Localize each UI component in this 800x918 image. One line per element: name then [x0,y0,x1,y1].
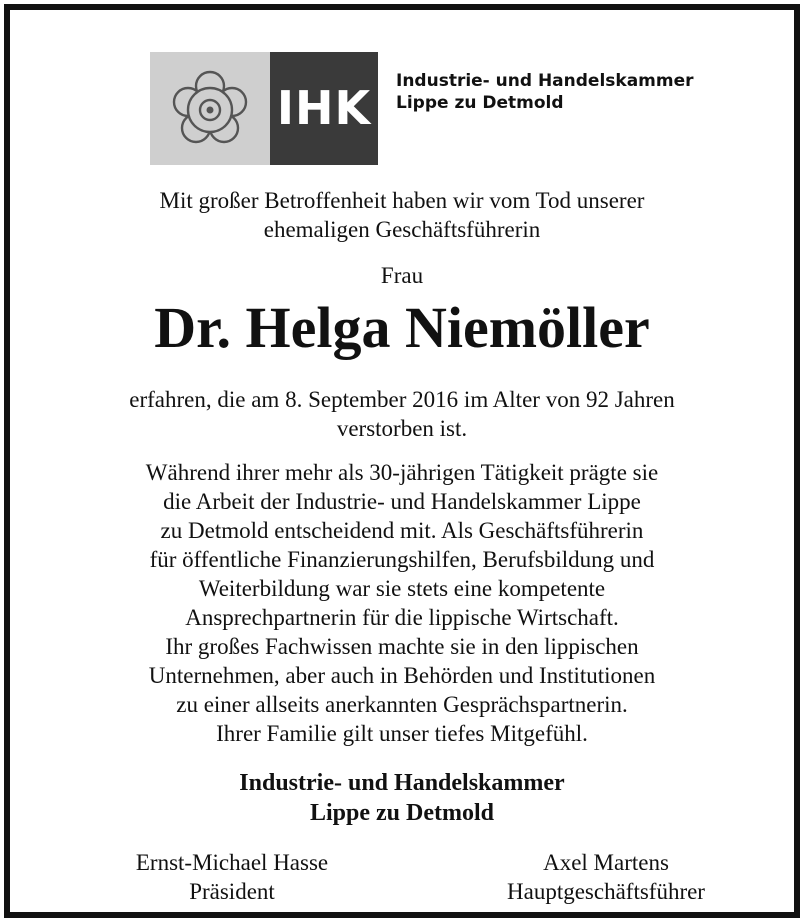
organization-line1: Industrie- und Handelskammer [239,770,565,796]
tribute-line: Während ihrer mehr als 30-jährigen Tätigkeit prägte sie [145,460,659,485]
intro-line2: ehemaligen Geschäftsführerin [263,217,541,242]
deceased-name: Dr. Helga Niemöller [154,295,650,360]
lippe-rose-icon [170,62,250,154]
signatory-president [102,848,362,906]
intro-line1: Mit großer Betroffenheit haben wir vom Tod unserer [159,188,645,213]
ihk-logo [150,52,694,165]
tribute-line: die Arbeit der Industrie- und Handelskammer Lippe [163,489,641,514]
signatory-name: Axel Martens [543,850,669,875]
tribute-line: Ihr großes Fachwissen machte sie in den lippischen [165,634,639,659]
tribute-line: für öffentliche Finanzierungshilfen, Berufsbildung und [149,547,655,572]
death-notice-line2: verstorben ist. [336,416,468,441]
signatory-name: Ernst-Michael Hasse [135,850,329,875]
logo-name-line2: Lippe zu Detmold [396,93,564,113]
salutation: Frau [380,263,424,288]
tribute-line: Ansprechpartnerin für die lippische Wirtschaft. [185,605,619,630]
signatory-title: Hauptgeschäftsführer [507,879,705,904]
tribute-line: Ihrer Familie gilt unser tiefes Mitgefühl. [216,721,588,746]
ihk-abbreviation: IHK [270,52,378,165]
tribute-line: zu einer allseits anerkannten Gesprächspartnerin. [176,692,628,717]
logo-emblem-panel [150,52,270,165]
logo-name-line1: Industrie- und Handelskammer [396,71,694,91]
tribute-line: Weiterbildung war sie stets eine kompetente [198,576,606,601]
signatory-title: Präsident [189,879,275,904]
tribute-line: zu Detmold entscheidend mit. Als Geschäftsführerin [160,518,644,543]
death-notice-line1: erfahren, die am 8. September 2016 im Alter von 92 Jahren [129,387,675,412]
signatory-ceo [456,848,756,906]
organization-line2: Lippe zu Detmold [309,800,494,826]
obituary-frame [4,4,800,918]
logo-chamber-name [396,70,694,114]
tribute-line: Unternehmen, aber auch in Behörden und Institutionen [148,663,656,688]
